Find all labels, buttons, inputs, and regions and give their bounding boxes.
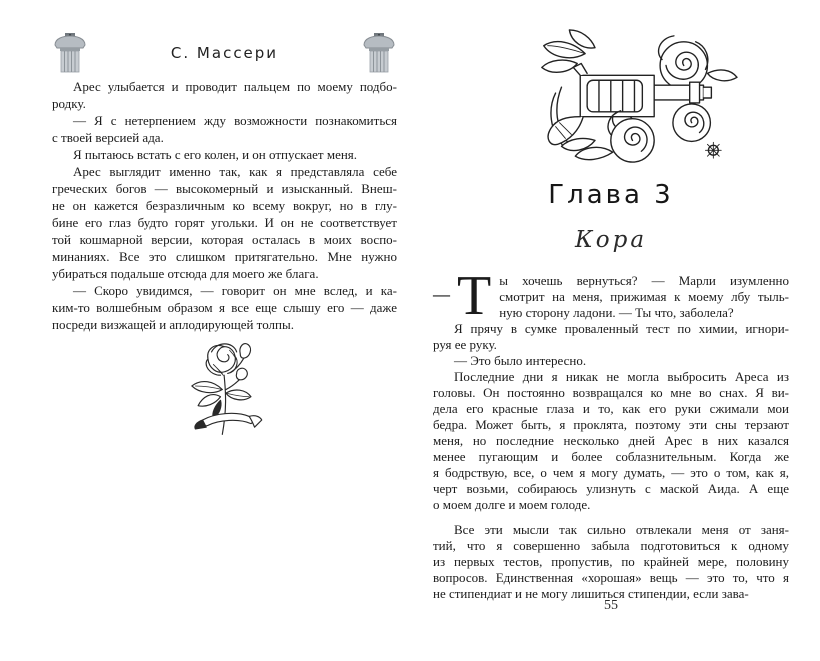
text-line: — Это было интересно. xyxy=(454,353,587,368)
text-line: Я пытаюсь встать с его колен, и он отпускает меня. xyxy=(73,147,358,162)
text-line: из первых тестов, пропустив, по крайней мере, половину xyxy=(433,554,789,569)
rose-sketch-illustration xyxy=(52,334,397,451)
paragraph-dropcap xyxy=(433,265,789,327)
paragraph xyxy=(52,112,397,146)
author-running-head: С. Массери xyxy=(170,44,279,62)
text-line: вопросов. Единственная «хорошая» вещь — это то, что я xyxy=(433,570,789,585)
text-line: руя ее руку. xyxy=(433,337,497,352)
dialogue-dash: — xyxy=(433,285,450,304)
text-line: смотрит на меня, прижимая к моему лбу тыль- xyxy=(499,289,789,304)
text-line: той кошмарной версии, которая осталась в моих воспо- xyxy=(52,232,397,247)
text-line: менее пугающим и более соблазнительным. Когда же xyxy=(433,449,789,464)
text-line: бедра. Может быть, я проклята, поэтому эти сны терзают xyxy=(433,417,789,432)
text-line: Арес выглядит именно так, как я представляла себе xyxy=(73,164,397,179)
text-line: — Скоро увидимся, — говорит он мне вслед, и ка- xyxy=(73,283,397,298)
text-line: ким-то волшебным образом я все еще слышу его — даже xyxy=(52,300,397,315)
text-line: меня, но последние несколько дней Арес в них казался xyxy=(433,433,789,448)
text-line: Я прячу в сумке проваленный тест по химии, игнори- xyxy=(454,321,789,336)
text-line: с твоей версией ада. xyxy=(52,130,164,145)
page-number: 55 xyxy=(604,598,618,613)
text-line: головы. Он постоянно возвращался ко мне во снах. Я ви- xyxy=(433,385,789,400)
text-line: минаниях. Все это слишком притягательно. Мне нужно xyxy=(52,249,397,264)
right-page-text xyxy=(433,265,789,602)
dropcap-wrap xyxy=(433,265,492,327)
paragraph xyxy=(52,146,397,163)
text-line: греческих богов — высокомерный и изысканный. Внеш- xyxy=(52,181,397,196)
text-line: не он кажется безразличным ко всему вокруг, но в глу- xyxy=(52,198,397,213)
right-page xyxy=(410,0,820,661)
paragraph xyxy=(433,522,789,602)
paragraph xyxy=(433,369,789,513)
text-line: тий, что я совершенно забыла подготовиться к одному xyxy=(433,538,789,553)
greek-column-icon xyxy=(52,32,88,74)
text-line: ную сторону ладони. — Ты что, заболела? xyxy=(499,305,734,320)
paragraph xyxy=(433,353,789,369)
paragraph xyxy=(52,78,397,112)
chapter-title: Глава 3 xyxy=(548,180,674,210)
text-line: черт возьми, собираюсь улизнуть с маской Аида. А еще xyxy=(433,481,789,496)
paragraph xyxy=(433,321,789,353)
text-line: Последние дни я никак не могла выбросить Ареса из xyxy=(454,369,789,384)
text-line: Арес улыбается и проводит пальцем по моему подбо- xyxy=(73,79,397,94)
left-page-text xyxy=(52,78,397,333)
text-line: посреди визжащей и аплодирующей толпы. xyxy=(52,317,294,332)
paragraph xyxy=(52,282,397,333)
revolver-and-roses-illustration xyxy=(522,24,742,177)
text-line: бине его глаз будто горят угольки. И он не соответствует xyxy=(52,215,397,230)
text-line: убираться подальше отсюда для моего же блага. xyxy=(52,266,319,281)
chapter-subtitle: Кора xyxy=(574,227,648,253)
dropcap-letter: Т xyxy=(457,265,492,327)
text-line: не стипендиат и не могу лишиться стипендии, если зава- xyxy=(433,586,749,601)
text-line: о моем долге и моем голоде. xyxy=(433,497,591,512)
text-line: я бодрствую, все, о чем я могу думать, — это о том, как я, xyxy=(433,465,789,480)
left-page-header xyxy=(52,32,397,74)
paragraph xyxy=(52,163,397,282)
text-line: дела его красные глаза и то, как его руки сжимали мои xyxy=(433,401,789,416)
text-line: родку. xyxy=(52,96,86,111)
text-line: — Я с нетерпением жду возможности познакомиться xyxy=(73,113,397,128)
greek-column-icon xyxy=(361,32,397,74)
text-line: Все эти мысли так сильно отвлекали меня от заня- xyxy=(454,522,789,537)
text-line: ы хочешь вернуться? — Марли изумленно xyxy=(499,273,789,288)
